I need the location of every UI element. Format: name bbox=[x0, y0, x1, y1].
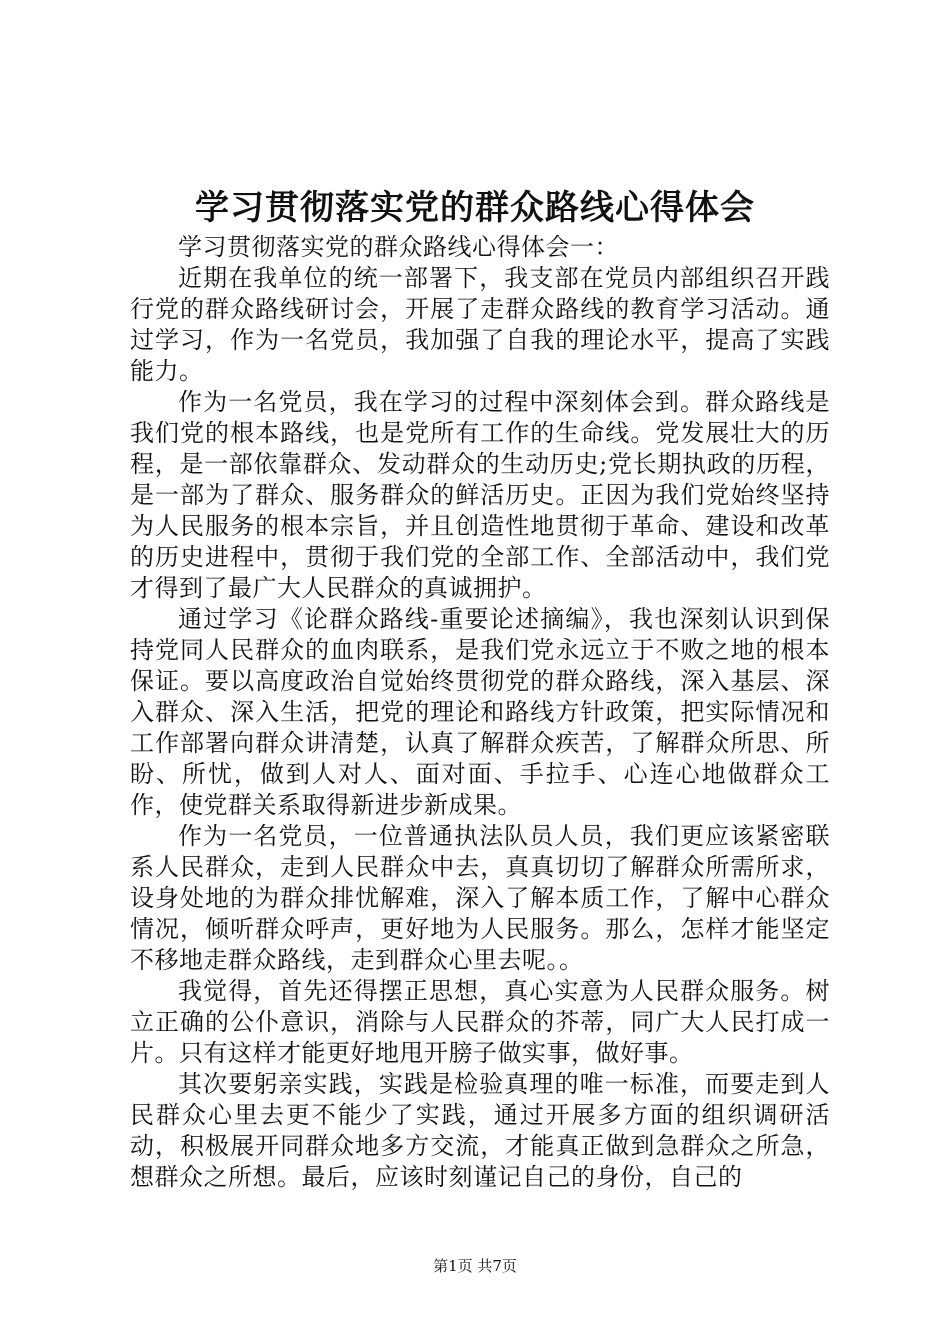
paragraph: 作为一名党员，一位普通执法队员人员，我们更应该紧密联系人民群众，走到人民群众中去，真真切切了解群众所需所求，设身处地的为群众排忧解难，深入了解本质工作，了解中心群众情况，倾听群众呼声，更好地为人民服务。那么，怎样才能坚定不移地走群众路线，走到群众心里去呢。。 bbox=[130, 822, 830, 974]
document-title: 学习贯彻落实党的群众路线心得体会 bbox=[195, 188, 755, 228]
paragraph: 我觉得，首先还得摆正思想，真心实意为人民群众服务。树立正确的公仆意识，消除与人民群众的芥蒂，同广大人民打成一片。只有这样才能更好地甩开膀子做实事，做好事。 bbox=[130, 977, 830, 1067]
paragraph: 作为一名党员，我在学习的过程中深刻体会到。群众路线是我们党的根本路线，也是党所有工作的生命线。党发展壮大的历程，是一部依靠群众、发动群众的生动历史;党长期执政的历程，是一部为了群众、服务群众的鲜活历史。正因为我们党始终坚持为人民服务的根本宗旨，并且创造性地贯彻于革命、建设和改革的历史进程中，贯彻于我们党的全部工作、全部活动中，我们党才得到了最广大人民群众的真诚拥护。 bbox=[130, 388, 830, 602]
paragraph: 通过学习《论群众路线-重要论述摘编》，我也深刻认识到保持党同人民群众的血肉联系，是我们党永远立于不败之地的根本保证。要以高度政治自觉始终贯彻党的群众路线，深入基层、深入群众、深入生活，把党的理论和路线方针政策，把实际情况和工作部署向群众讲清楚，认真了解群众疾苦，了解群众所思、所盼、所忧，做到人对人、面对面、手拉手、心连心地做群众工作，使党群关系取得新进步新成果。 bbox=[130, 605, 830, 819]
paragraph-heading: 学习贯彻落实党的群众路线心得体会一： bbox=[178, 233, 619, 261]
page-number-footer: 第1页 共7页 bbox=[433, 1257, 517, 1275]
paragraph: 其次要躬亲实践，实践是检验真理的唯一标准，而要走到人民群众心里去更不能少了实践，通过开展多方面的组织调研活动，积极展开同群众地多方交流，才能真正做到急群众之所急，想群众之所想。最后，应该时刻谨记自己的身份，自己的 bbox=[130, 1070, 830, 1191]
document-body bbox=[130, 232, 830, 1193]
paragraph: 近期在我单位的统一部署下，我支部在党员内部组织召开践行党的群众路线研讨会，开展了走群众路线的教育学习活动。通过学习，作为一名党员，我加强了自我的理论水平，提高了实践能力。 bbox=[130, 264, 830, 385]
